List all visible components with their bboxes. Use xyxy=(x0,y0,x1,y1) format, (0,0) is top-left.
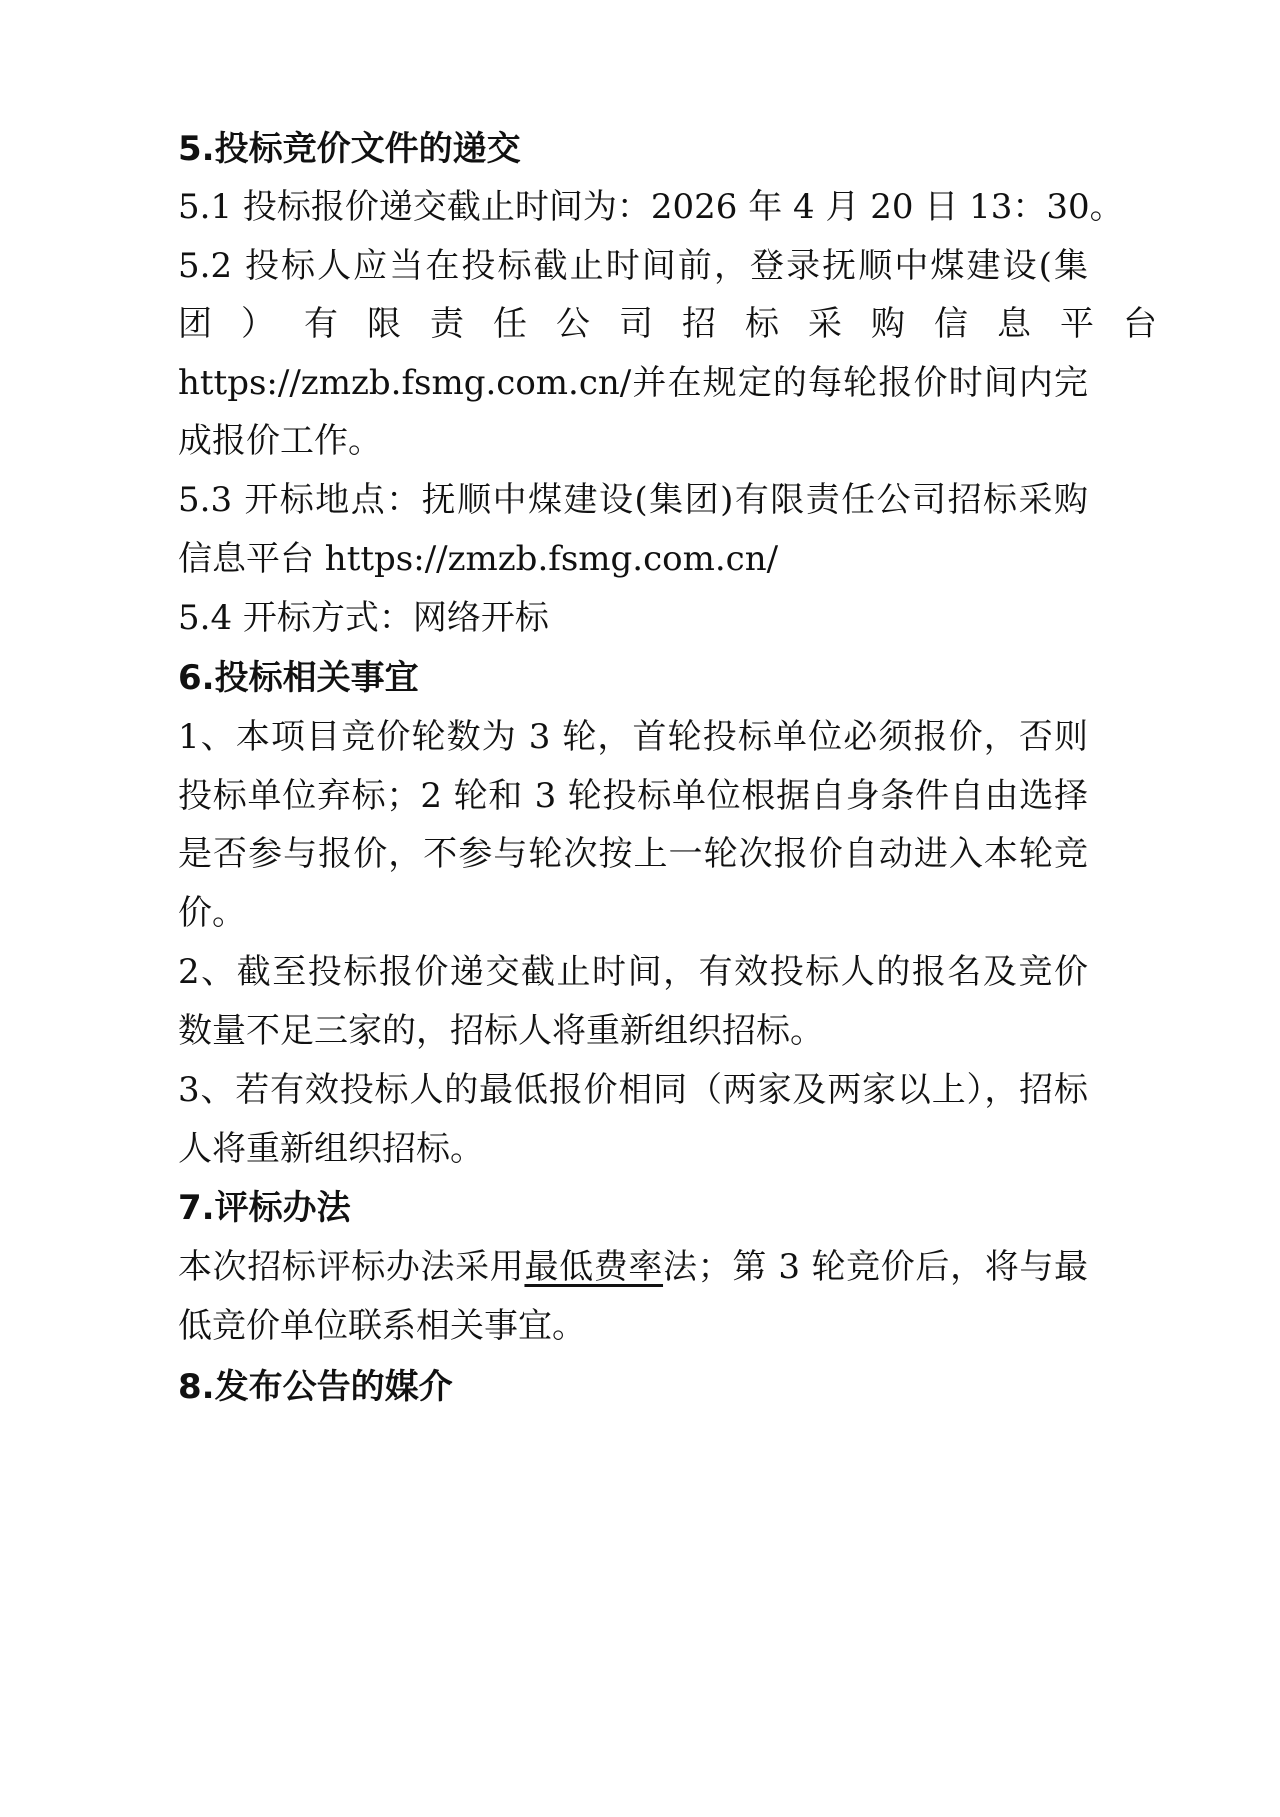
section-5-3-line-1: 5.3 开标地点：抚顺中煤建设(集团)有限责任公司招标采购 xyxy=(178,480,1088,520)
section-7-suffix: 法；第 3 轮竞价后，将与最 xyxy=(663,1247,1089,1287)
section-6-item-3-line-2: 人将重新组织招标。 xyxy=(178,1129,484,1169)
section-8-heading: 8.发布公告的媒介 xyxy=(178,1367,453,1407)
section-5-4-text: 5.4 开标方式：网络开标 xyxy=(178,598,549,638)
section-7-heading: 7.评标办法 xyxy=(178,1188,351,1228)
section-6-item-2-line-2: 数量不足三家的，招标人将重新组织招标。 xyxy=(178,1011,824,1051)
section-6-item-2-line-1: 2、截至投标报价递交截止时间，有效投标人的报名及竞价 xyxy=(178,952,1088,992)
section-5-2-line-3: https://zmzb.fsmg.com.cn/并在规定的每轮报价时间内完 xyxy=(178,363,1088,403)
section-5-2-line-2: 团）有限责任公司招标采购信息平台 xyxy=(178,304,1186,344)
section-6-item-1-line-3: 是否参与报价，不参与轮次按上一轮次报价自动进入本轮竞 xyxy=(178,834,1088,874)
section-6-item-1-line-1: 1、本项目竞价轮数为 3 轮，首轮投标单位必须报价，否则 xyxy=(178,717,1088,757)
section-6-heading: 6.投标相关事宜 xyxy=(178,658,419,698)
section-5-2-line-1: 5.2 投标人应当在投标截止时间前，登录抚顺中煤建设(集 xyxy=(178,246,1088,286)
section-7-line-2: 低竞价单位联系相关事宜。 xyxy=(178,1306,586,1346)
section-6-item-1-line-2: 投标单位弃标；2 轮和 3 轮投标单位根据自身条件自由选择 xyxy=(178,776,1088,816)
section-5-1-text: 5.1 投标报价递交截止时间为：2026 年 4 月 20 日 13：30。 xyxy=(178,187,1124,227)
section-7-line-1 xyxy=(178,1245,1088,1289)
section-5-2-line-4: 成报价工作。 xyxy=(178,421,382,461)
section-5-3-line-2: 信息平台 https://zmzb.fsmg.com.cn/ xyxy=(178,539,779,579)
section-7-method-underlined: 最低费率 xyxy=(524,1247,664,1287)
section-7-prefix: 本次招标评标办法采用 xyxy=(178,1247,525,1287)
section-6-item-1-line-4: 价。 xyxy=(178,893,246,933)
section-6-item-3-line-1: 3、若有效投标人的最低报价相同（两家及两家以上），招标 xyxy=(178,1070,1088,1110)
section-5-heading: 5.投标竞价文件的递交 xyxy=(178,129,521,169)
